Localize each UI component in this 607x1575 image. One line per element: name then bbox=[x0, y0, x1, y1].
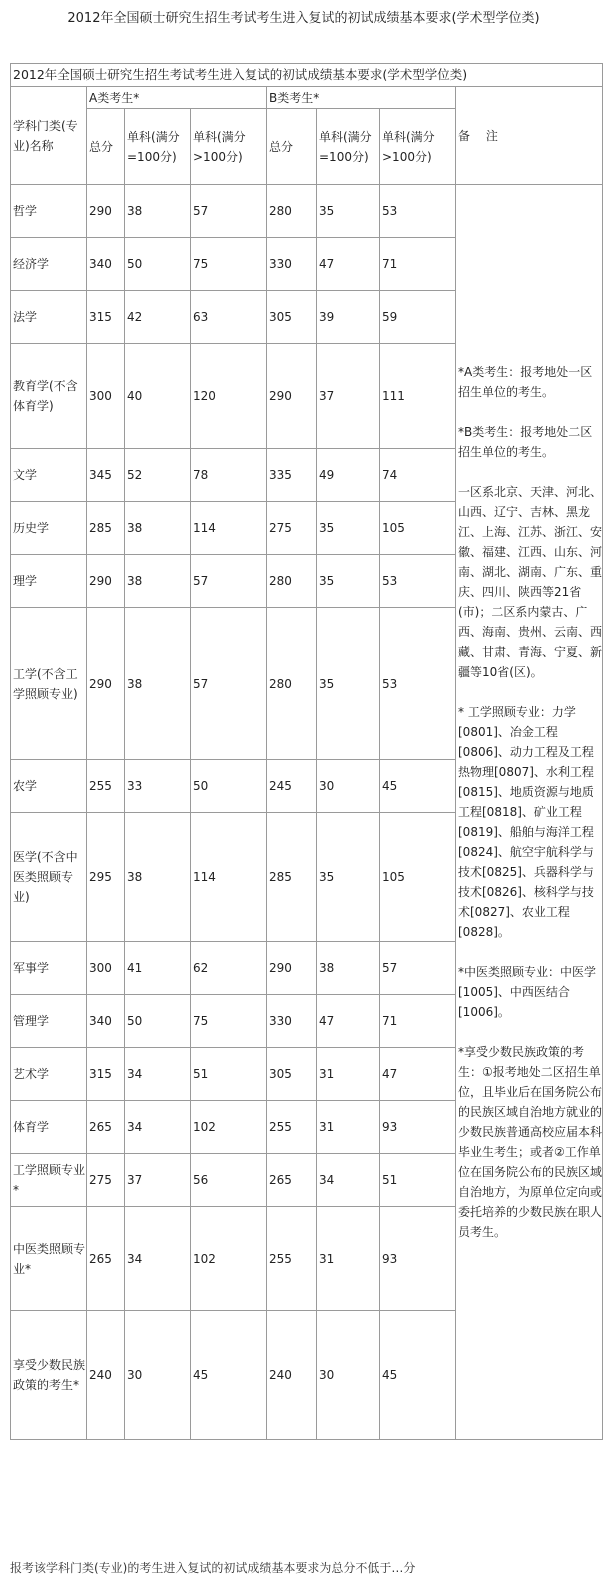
b-multi-cell: 71 bbox=[380, 995, 456, 1048]
a-single-cell: 38 bbox=[125, 813, 191, 942]
a-multi-header: 单科(满分>100分) bbox=[191, 109, 267, 185]
b-single-cell: 47 bbox=[317, 995, 380, 1048]
a-single-cell: 41 bbox=[125, 942, 191, 995]
b-total-cell: 290 bbox=[267, 344, 317, 449]
b-single-cell: 39 bbox=[317, 291, 380, 344]
b-total-cell: 265 bbox=[267, 1154, 317, 1207]
b-total-cell: 330 bbox=[267, 238, 317, 291]
b-total-cell: 280 bbox=[267, 555, 317, 608]
a-multi-cell: 102 bbox=[191, 1207, 267, 1311]
a-single-cell: 33 bbox=[125, 760, 191, 813]
subject-name-cell: 中医类照顾专业* bbox=[11, 1207, 87, 1311]
a-single-cell: 34 bbox=[125, 1048, 191, 1101]
page-title: 2012年全国硕士研究生招生考试考生进入复试的初试成绩基本要求(学术型学位类) bbox=[67, 11, 540, 26]
b-single-cell: 38 bbox=[317, 942, 380, 995]
a-multi-cell: 45 bbox=[191, 1311, 267, 1440]
a-total-cell: 240 bbox=[87, 1311, 125, 1440]
b-total-cell: 335 bbox=[267, 449, 317, 502]
b-single-cell: 34 bbox=[317, 1154, 380, 1207]
a-total-cell: 300 bbox=[87, 942, 125, 995]
a-multi-cell: 114 bbox=[191, 813, 267, 942]
b-multi-cell: 93 bbox=[380, 1207, 456, 1311]
a-total-header: 总分 bbox=[87, 109, 125, 185]
a-total-cell: 290 bbox=[87, 608, 125, 760]
subject-name-cell: 体育学 bbox=[11, 1101, 87, 1154]
b-single-cell: 35 bbox=[317, 185, 380, 238]
a-total-cell: 265 bbox=[87, 1207, 125, 1311]
footer-note: 报考该学科门类(专业)的考生进入复试的初试成绩基本要求为总分不低于…分 bbox=[10, 1561, 416, 1575]
a-multi-cell: 50 bbox=[191, 760, 267, 813]
b-multi-cell: 59 bbox=[380, 291, 456, 344]
b-total-cell: 240 bbox=[267, 1311, 317, 1440]
b-single-cell: 37 bbox=[317, 344, 380, 449]
a-multi-cell: 120 bbox=[191, 344, 267, 449]
subject-name-cell: 工学(不含工学照顾专业) bbox=[11, 608, 87, 760]
b-total-cell: 245 bbox=[267, 760, 317, 813]
b-multi-cell: 57 bbox=[380, 942, 456, 995]
group-b-header: B类考生* bbox=[267, 87, 456, 109]
b-single-cell: 35 bbox=[317, 502, 380, 555]
b-multi-cell: 105 bbox=[380, 813, 456, 942]
a-single-cell: 30 bbox=[125, 1311, 191, 1440]
subject-name-cell: 文学 bbox=[11, 449, 87, 502]
subject-header: 学科门类(专业)名称 bbox=[11, 87, 87, 185]
a-total-cell: 300 bbox=[87, 344, 125, 449]
b-single-cell: 47 bbox=[317, 238, 380, 291]
a-total-cell: 295 bbox=[87, 813, 125, 942]
a-single-cell: 38 bbox=[125, 502, 191, 555]
subject-name-cell: 享受少数民族政策的考生* bbox=[11, 1311, 87, 1440]
table-row bbox=[11, 185, 603, 238]
notes-cell bbox=[456, 185, 603, 1440]
a-total-cell: 315 bbox=[87, 291, 125, 344]
a-total-cell: 345 bbox=[87, 449, 125, 502]
b-total-cell: 290 bbox=[267, 942, 317, 995]
a-single-cell: 40 bbox=[125, 344, 191, 449]
a-single-cell: 50 bbox=[125, 995, 191, 1048]
b-multi-cell: 93 bbox=[380, 1101, 456, 1154]
a-single-cell: 34 bbox=[125, 1207, 191, 1311]
b-total-cell: 255 bbox=[267, 1101, 317, 1154]
a-multi-cell: 57 bbox=[191, 185, 267, 238]
b-multi-cell: 53 bbox=[380, 608, 456, 760]
b-single-cell: 31 bbox=[317, 1207, 380, 1311]
subject-name-cell: 哲学 bbox=[11, 185, 87, 238]
b-total-cell: 255 bbox=[267, 1207, 317, 1311]
notes-header: 备 注 bbox=[456, 87, 603, 185]
subject-name-cell: 艺术学 bbox=[11, 1048, 87, 1101]
note-paragraph: *B类考生：报考地处二区招生单位的考生。 bbox=[458, 425, 593, 459]
b-multi-header: 单科(满分>100分) bbox=[380, 109, 456, 185]
subject-name-cell: 历史学 bbox=[11, 502, 87, 555]
subject-name-cell: 军事学 bbox=[11, 942, 87, 995]
score-table bbox=[10, 63, 603, 1440]
a-multi-cell: 78 bbox=[191, 449, 267, 502]
a-multi-cell: 102 bbox=[191, 1101, 267, 1154]
b-total-cell: 280 bbox=[267, 608, 317, 760]
subject-name-cell: 工学照顾专业* bbox=[11, 1154, 87, 1207]
b-multi-cell: 71 bbox=[380, 238, 456, 291]
subject-name-cell: 医学(不含中医类照顾专业) bbox=[11, 813, 87, 942]
b-single-cell: 30 bbox=[317, 760, 380, 813]
subject-name-cell: 法学 bbox=[11, 291, 87, 344]
note-paragraph: *中医类照顾专业：中医学[1005]、中西医结合[1006]。 bbox=[458, 965, 597, 1019]
group-a-header: A类考生* bbox=[87, 87, 267, 109]
b-total-cell: 285 bbox=[267, 813, 317, 942]
b-total-header: 总分 bbox=[267, 109, 317, 185]
a-total-cell: 340 bbox=[87, 238, 125, 291]
a-total-cell: 255 bbox=[87, 760, 125, 813]
b-multi-cell: 53 bbox=[380, 555, 456, 608]
b-multi-cell: 47 bbox=[380, 1048, 456, 1101]
b-multi-cell: 105 bbox=[380, 502, 456, 555]
subject-name-cell: 管理学 bbox=[11, 995, 87, 1048]
a-multi-cell: 75 bbox=[191, 995, 267, 1048]
b-single-cell: 31 bbox=[317, 1101, 380, 1154]
a-single-cell: 38 bbox=[125, 608, 191, 760]
b-multi-cell: 74 bbox=[380, 449, 456, 502]
note-paragraph: *A类考生：报考地处一区招生单位的考生。 bbox=[458, 365, 593, 399]
a-multi-cell: 57 bbox=[191, 608, 267, 760]
a-single-cell: 38 bbox=[125, 185, 191, 238]
b-single-cell: 35 bbox=[317, 555, 380, 608]
a-single-cell: 34 bbox=[125, 1101, 191, 1154]
note-paragraph: * 工学照顾专业：力学[0801]、冶金工程[0806]、动力工程及工程热物理[0807]、水利工程[0815]、地质资源与地质工程[0818]、矿业工程[0819]、船舶与海洋工程[0824]、航空宇航科学与技术[0825]、兵器科学与技术[0826]、核科学与技术[0827]、农业工程[0828]。 bbox=[458, 705, 594, 939]
a-single-cell: 52 bbox=[125, 449, 191, 502]
note-paragraph: *享受少数民族政策的考生：①报考地处二区招生单位，且毕业后在国务院公布的民族区域自治地方就业的少数民族普通高校应届本科毕业生考生；或者②工作单位在国务院公布的民族区域自治地方，为原单位定向或委托培养的少数民族在职人员考生。 bbox=[458, 1045, 603, 1239]
a-single-cell: 37 bbox=[125, 1154, 191, 1207]
a-multi-cell: 114 bbox=[191, 502, 267, 555]
a-single-cell: 50 bbox=[125, 238, 191, 291]
a-multi-cell: 51 bbox=[191, 1048, 267, 1101]
a-total-cell: 340 bbox=[87, 995, 125, 1048]
b-total-cell: 305 bbox=[267, 1048, 317, 1101]
a-single-cell: 38 bbox=[125, 555, 191, 608]
b-total-cell: 275 bbox=[267, 502, 317, 555]
a-total-cell: 285 bbox=[87, 502, 125, 555]
b-total-cell: 280 bbox=[267, 185, 317, 238]
b-single-header: 单科(满分=100分) bbox=[317, 109, 380, 185]
a-multi-cell: 62 bbox=[191, 942, 267, 995]
b-multi-cell: 51 bbox=[380, 1154, 456, 1207]
a-multi-cell: 57 bbox=[191, 555, 267, 608]
subject-name-cell: 经济学 bbox=[11, 238, 87, 291]
a-total-cell: 275 bbox=[87, 1154, 125, 1207]
b-single-cell: 30 bbox=[317, 1311, 380, 1440]
note-paragraph: 一区系北京、天津、河北、山西、辽宁、吉林、黑龙江、上海、江苏、浙江、安徽、福建、江西、山东、河南、湖北、湖南、广东、重庆、四川、陕西等21省(市)；二区系内蒙古、广西、海南、贵州、云南、西藏、甘肃、青海、宁夏、新疆等10省(区)。 bbox=[458, 485, 603, 679]
b-single-cell: 49 bbox=[317, 449, 380, 502]
b-single-cell: 31 bbox=[317, 1048, 380, 1101]
b-single-cell: 35 bbox=[317, 608, 380, 760]
a-single-cell: 42 bbox=[125, 291, 191, 344]
table-caption: 2012年全国硕士研究生招生考试考生进入复试的初试成绩基本要求(学术型学位类) bbox=[11, 64, 603, 87]
subject-name-cell: 理学 bbox=[11, 555, 87, 608]
b-total-cell: 330 bbox=[267, 995, 317, 1048]
b-multi-cell: 45 bbox=[380, 1311, 456, 1440]
b-multi-cell: 111 bbox=[380, 344, 456, 449]
a-multi-cell: 56 bbox=[191, 1154, 267, 1207]
b-total-cell: 305 bbox=[267, 291, 317, 344]
a-total-cell: 290 bbox=[87, 185, 125, 238]
a-multi-cell: 63 bbox=[191, 291, 267, 344]
a-total-cell: 265 bbox=[87, 1101, 125, 1154]
subject-name-cell: 教育学(不含体育学) bbox=[11, 344, 87, 449]
a-single-header: 单科(满分=100分) bbox=[125, 109, 191, 185]
b-multi-cell: 45 bbox=[380, 760, 456, 813]
subject-name-cell: 农学 bbox=[11, 760, 87, 813]
a-total-cell: 290 bbox=[87, 555, 125, 608]
b-multi-cell: 53 bbox=[380, 185, 456, 238]
a-total-cell: 315 bbox=[87, 1048, 125, 1101]
a-multi-cell: 75 bbox=[191, 238, 267, 291]
b-single-cell: 35 bbox=[317, 813, 380, 942]
